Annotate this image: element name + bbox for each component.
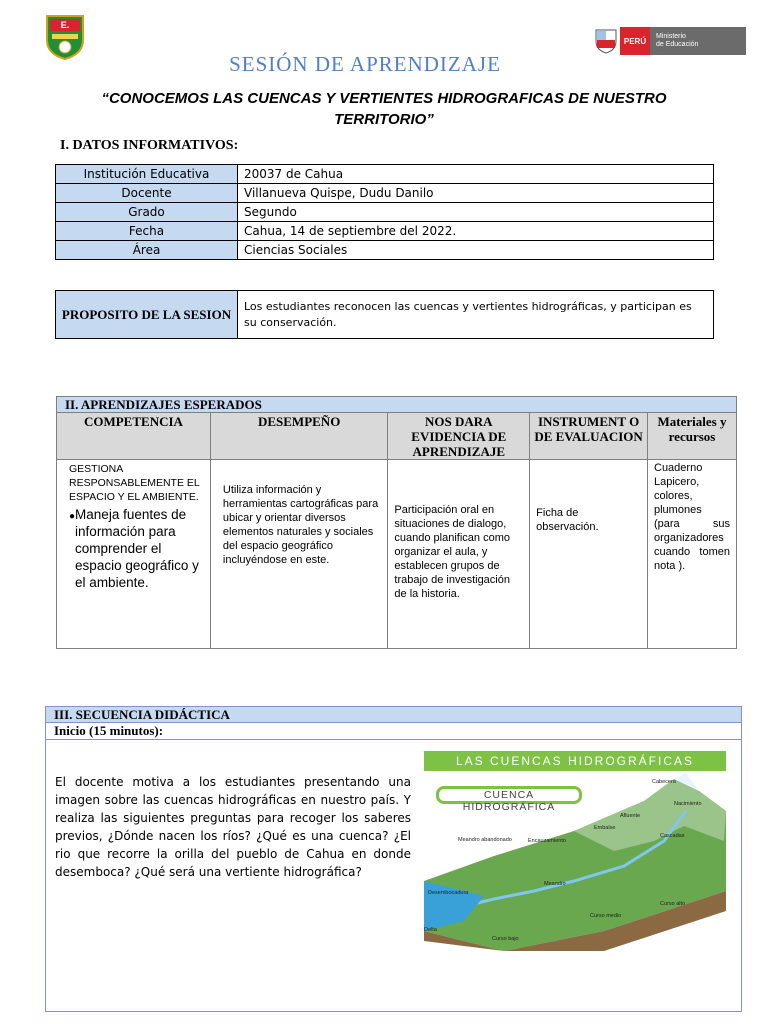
column-header: DESEMPEÑO	[210, 413, 388, 460]
basin-illustration	[424, 751, 726, 951]
proposito-value: Los estudiantes reconocen las cuencas y vertientes hidrográficas, y participan es su conservación.	[238, 291, 714, 339]
instrumento-cell: Ficha de observación.	[530, 460, 648, 649]
row-value: Ciencias Sociales	[238, 241, 714, 260]
materiales-cell: Cuaderno Lapicero, colores, plumones (para sus organizadores cuando tomen nota ).	[648, 460, 737, 649]
label-meandro-abandonado: Meandro abandonado	[458, 837, 512, 843]
competencia-title: GESTIONA RESPONSABLEMENTE EL ESPACIO Y EL AMBIENTE.	[69, 463, 200, 503]
row-label: Grado	[56, 203, 238, 222]
aprendizajes-table	[56, 396, 737, 649]
table-row	[57, 460, 737, 649]
table-row	[56, 184, 714, 203]
row-label: Institución Educativa	[56, 165, 238, 184]
competencia-list	[69, 506, 204, 591]
ministry-name: Ministerio de Educación	[650, 27, 746, 55]
page-title: SESIÓN DE APRENDIZAJE	[229, 52, 501, 76]
proposito-table	[55, 290, 714, 339]
label-encauzamiento: Encauzamiento	[528, 838, 566, 844]
desempeno-cell: Utiliza información y herramientas cartográficas para ubicar y orientar diversos elementos naturales y sociales del espacio geográfico incluyéndose en este.	[210, 460, 388, 649]
column-header: INSTRUMENT O DE EVALUACION	[530, 413, 648, 460]
label-desembocadura: Desembocadura	[428, 890, 469, 896]
secuencia-section	[45, 706, 742, 1012]
row-value: Segundo	[238, 203, 714, 222]
svg-text:E.: E.	[60, 20, 70, 30]
bullet-icon: ●	[69, 511, 76, 522]
label-afluente: Afluente	[620, 813, 641, 819]
table-row	[56, 241, 714, 260]
aprendizajes-heading: II. APRENDIZAJES ESPERADOS	[57, 397, 737, 413]
label-curso-alto: Curso alto	[660, 901, 686, 907]
label-curso-medio: Curso medio	[590, 913, 622, 919]
table-row	[56, 222, 714, 241]
label-cabecera: Cabecera	[652, 779, 676, 785]
label-meandro: Meandro	[544, 881, 566, 887]
label-curso-bajo: Curso bajo	[492, 936, 519, 942]
row-label: Fecha	[56, 222, 238, 241]
inicio-paragraph: El docente motiva a los estudiantes presentando una imagen sobre las cuencas hidrográficas en nuestro país. Y realiza las siguientes preguntas para recoger los saberes previos, ¿Dónde nacen los ríos? ¿Qué es una cuenca? ¿El rio que recorre la orilla del pueblo de Cahua en donde desemboca? ¿Qué será una vertiente hidrográfica?	[55, 775, 411, 879]
basin-badge: CUENCA HIDROGRÁFICA	[436, 786, 582, 804]
column-header: Materiales y recursos	[648, 413, 737, 460]
row-value: 20037 de Cahua	[238, 165, 714, 184]
illustration-banner: LAS CUENCAS HIDROGRÁFICAS	[424, 751, 726, 771]
competencia-cell	[57, 460, 211, 649]
label-embalse: Embalse	[594, 825, 616, 831]
peru-shield-icon	[592, 27, 620, 55]
datos-heading: I. DATOS INFORMATIVOS:	[60, 138, 239, 153]
inicio-heading: Inicio (15 minutos):	[46, 723, 741, 740]
row-label: Docente	[56, 184, 238, 203]
ministry-logo	[592, 27, 746, 55]
label-delta: Delta	[424, 927, 437, 933]
session-subtitle: “CONOCEMOS LAS CUENCAS Y VERTIENTES HIDROGRAFICAS DE NUESTRO TERRITORIO”	[101, 90, 667, 128]
table-row	[56, 203, 714, 222]
table-header-row	[57, 413, 737, 460]
competencia-item: Maneja fuentes de información para comprender el espacio geográfico y el ambiente.	[75, 507, 199, 590]
peru-label: PERÚ	[620, 27, 650, 55]
label-cascadas: Cascadas	[660, 833, 685, 839]
datos-table	[55, 164, 714, 260]
proposito-label: PROPOSITO DE LA SESION	[56, 291, 238, 339]
column-header: NOS DARA EVIDENCIA DE APRENDIZAJE	[388, 413, 530, 460]
label-nacimiento: Nacimiento	[674, 801, 702, 807]
table-row	[56, 165, 714, 184]
row-label: Área	[56, 241, 238, 260]
row-value: Villanueva Quispe, Dudu Danilo	[238, 184, 714, 203]
row-value: Cahua, 14 de septiembre del 2022.	[238, 222, 714, 241]
column-header: COMPETENCIA	[57, 413, 211, 460]
evidencia-cell: Participación oral en situaciones de dialogo, cuando planifican como organizar el aula, y establecen grupos de trabajo de investigación de la historia.	[388, 460, 530, 649]
secuencia-heading: III. SECUENCIA DIDÁCTICA	[46, 707, 741, 723]
